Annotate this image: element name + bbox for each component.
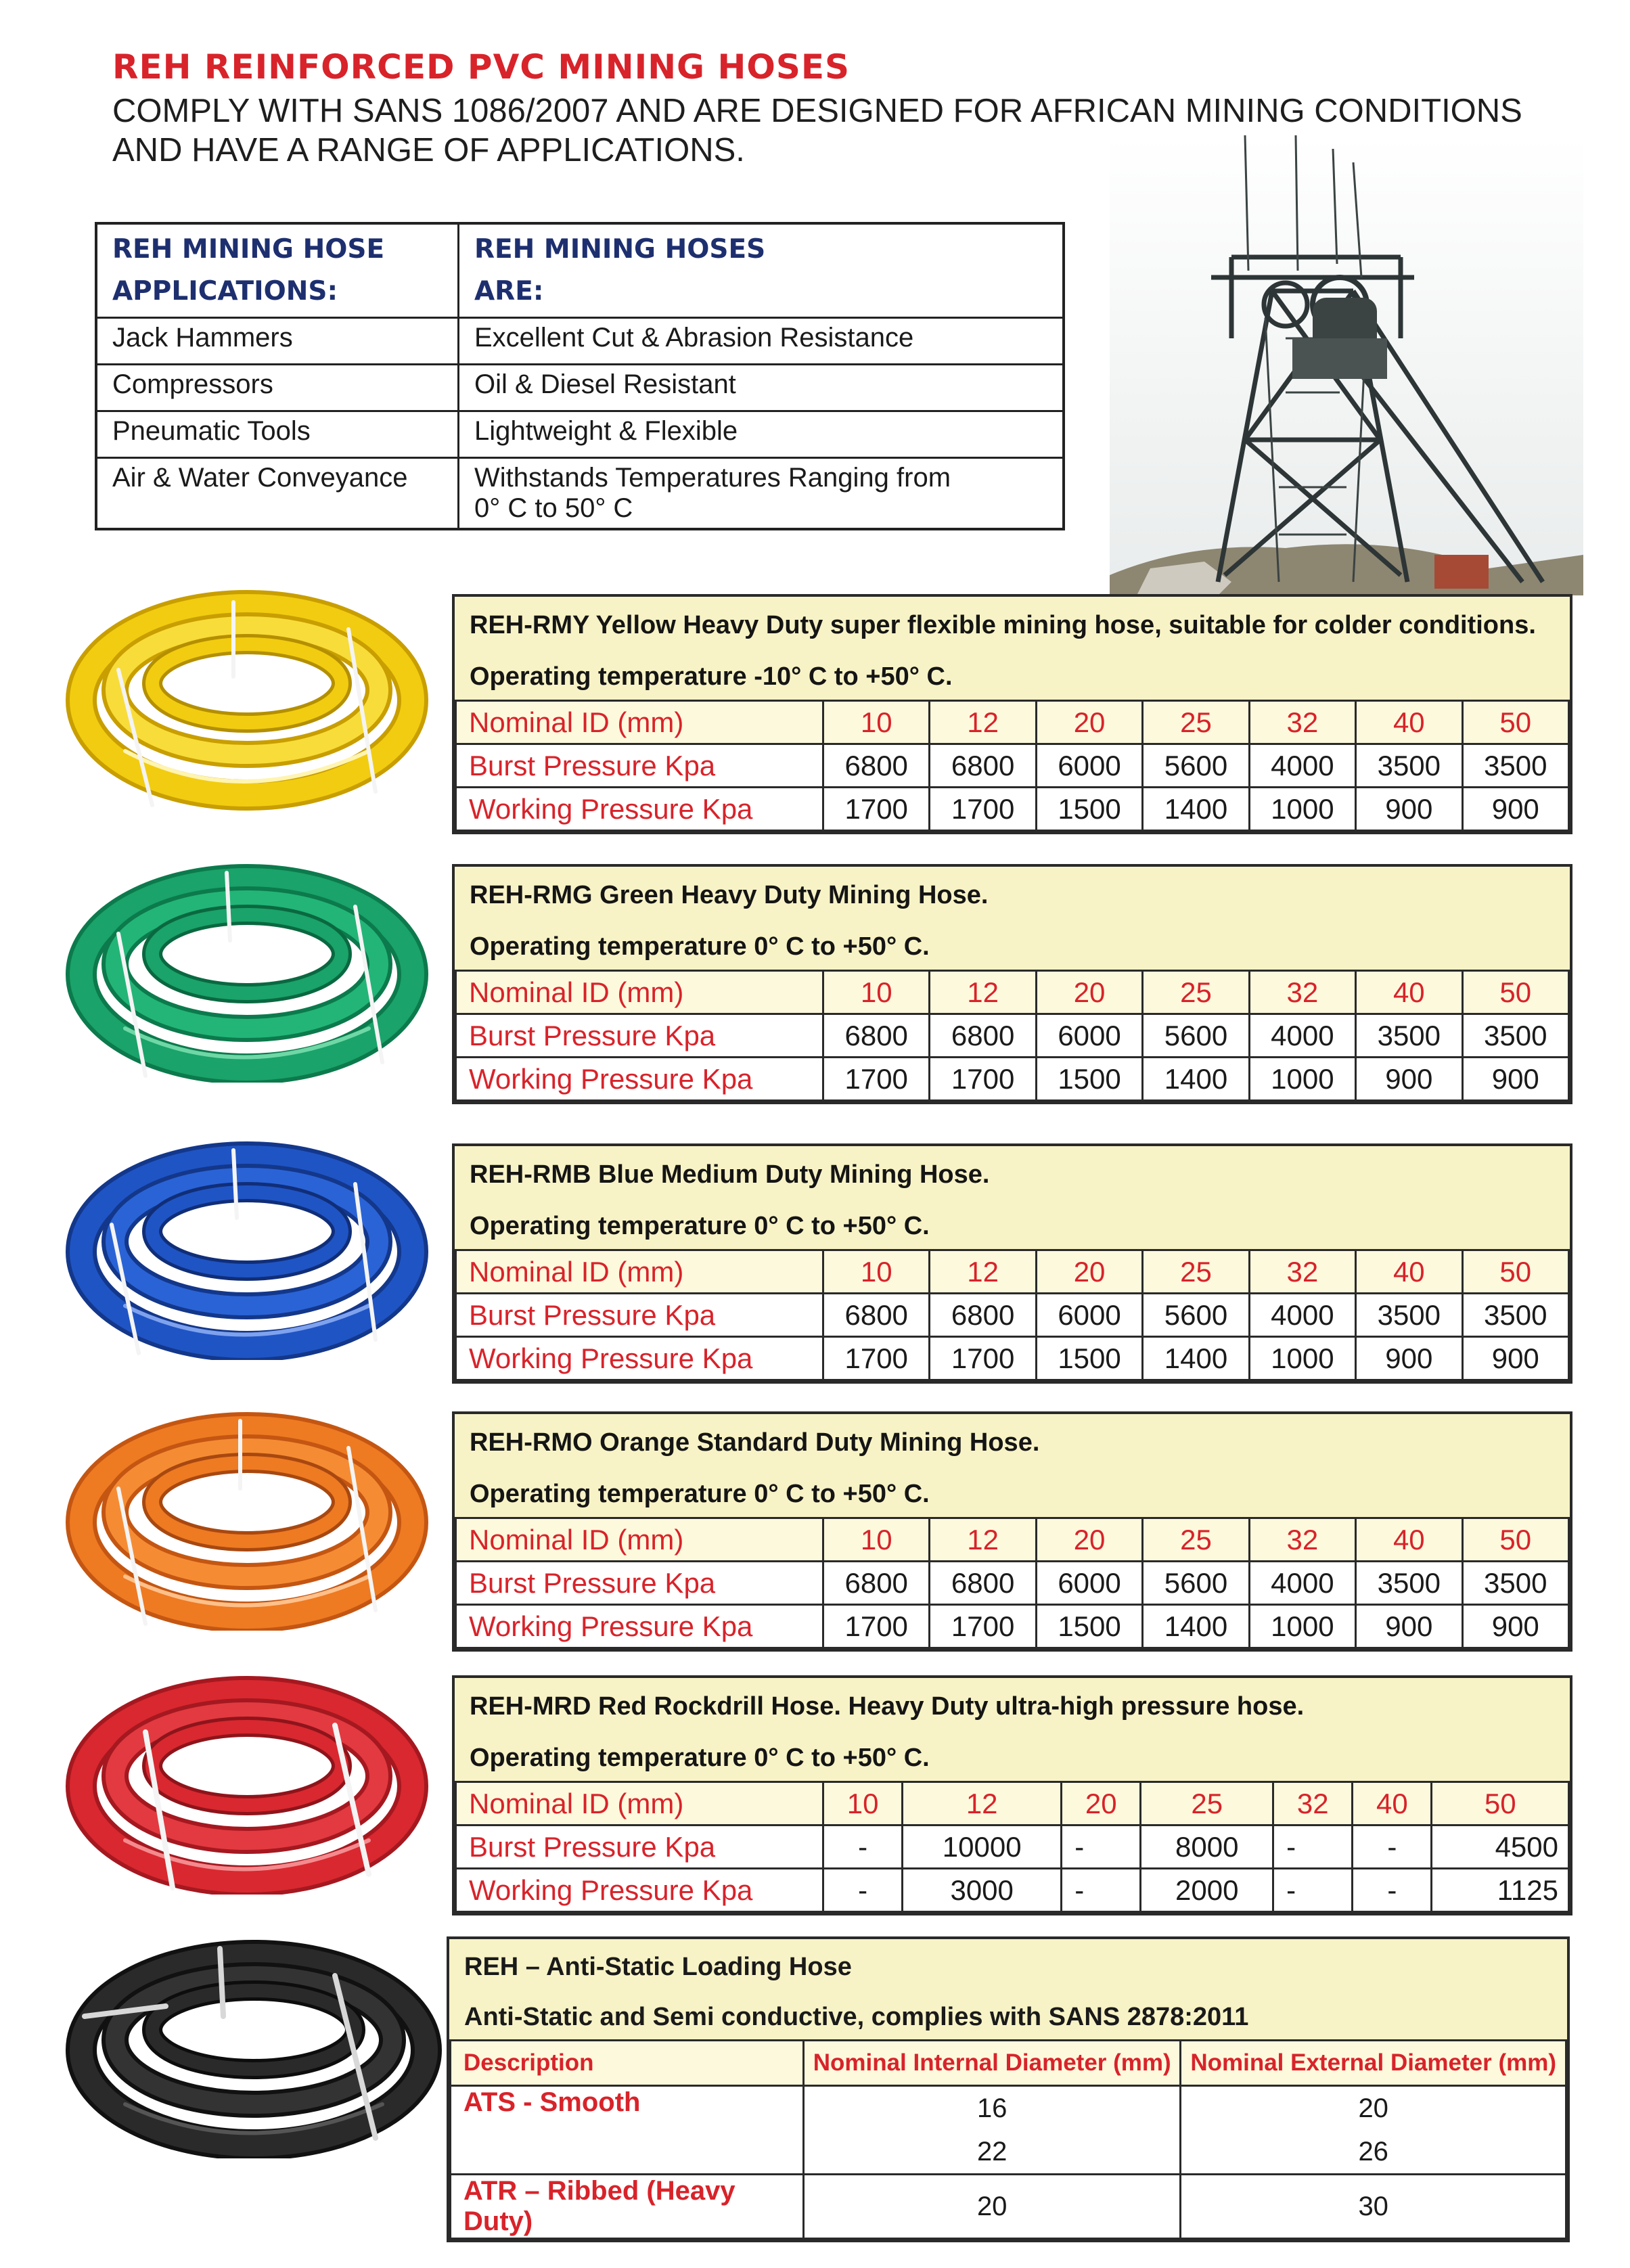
product-name: REH-RMY Yellow Heavy Duty super flexible mining hose, suitable for colder conditions. [470, 611, 1536, 639]
nominal-id-cell: 10 [823, 1518, 930, 1562]
nominal-id-cell: 10 [823, 1782, 903, 1825]
internal-diameter-cell: 16 [804, 2086, 1181, 2131]
burst-cell: 6800 [930, 1562, 1036, 1605]
burst-cell: 3500 [1462, 1294, 1568, 1337]
burst-pressure-row [456, 1014, 1569, 1058]
applications-header-line-2: APPLICATIONS: [112, 276, 338, 307]
working-cell: 1700 [930, 1337, 1036, 1380]
working-pressure-row [456, 1058, 1569, 1101]
applications-row [96, 318, 1064, 365]
black-hose-coil-image [64, 1935, 443, 2158]
working-cell: 1700 [823, 788, 930, 831]
nominal-id-cell: 50 [1462, 1250, 1568, 1294]
antistatic-title: REH – Anti-Static Loading Hose [464, 1953, 852, 1981]
external-diameter-cell: 20 [1181, 2086, 1566, 2131]
burst-pressure-row [456, 1294, 1569, 1337]
nominal-id-cell: 50 [1462, 701, 1568, 744]
applications-row [96, 458, 1064, 530]
internal-diameter-cell: 20 [804, 2175, 1181, 2239]
burst-cell: 6800 [823, 1014, 930, 1058]
burst-cell: - [823, 1825, 903, 1869]
nominal-id-row [456, 1250, 1569, 1294]
burst-cell: - [1273, 1825, 1353, 1869]
nominal-id-cell: 20 [1036, 971, 1142, 1014]
nominal-id-cell: 32 [1249, 1518, 1355, 1562]
burst-cell: 3500 [1462, 1014, 1568, 1058]
product-table-yellow [452, 594, 1572, 834]
burst-cell: 4000 [1249, 1014, 1355, 1058]
antistatic-row [451, 2130, 1566, 2175]
burst-cell: 5600 [1143, 744, 1249, 788]
working-cell: 1500 [1036, 1337, 1142, 1380]
product-temperature: Operating temperature 0° C to +50° C. [470, 932, 930, 961]
row-label: Burst Pressure Kpa [456, 1294, 823, 1337]
nominal-id-cell: 12 [903, 1782, 1062, 1825]
nominal-id-cell: 32 [1249, 971, 1355, 1014]
nominal-id-cell: 20 [1062, 1782, 1141, 1825]
nominal-id-cell: 10 [823, 1250, 930, 1294]
working-cell: 1700 [823, 1337, 930, 1380]
nominal-id-cell: 25 [1143, 1250, 1249, 1294]
burst-cell: 6800 [823, 1294, 930, 1337]
features-header-line-2: ARE: [474, 276, 544, 307]
working-cell: - [823, 1869, 903, 1912]
external-diameter-cell: 30 [1181, 2175, 1566, 2239]
nominal-id-cell: 12 [930, 701, 1036, 744]
working-cell: 1700 [823, 1605, 930, 1648]
burst-cell: 3500 [1462, 744, 1568, 788]
working-cell: 1000 [1249, 1058, 1355, 1101]
nominal-id-cell: 20 [1036, 701, 1142, 744]
nominal-id-row [456, 1782, 1569, 1825]
burst-cell: 3500 [1462, 1562, 1568, 1605]
description-cell: ATS - Smooth [451, 2086, 804, 2131]
burst-pressure-row [456, 744, 1569, 788]
burst-cell: 4000 [1249, 1562, 1355, 1605]
pressure-table [455, 970, 1570, 1102]
working-cell: 3000 [903, 1869, 1062, 1912]
burst-cell: 3500 [1356, 744, 1462, 788]
pressure-table [455, 1781, 1570, 1913]
features-header-line-1: REH MINING HOSES [474, 234, 766, 265]
green-hose-coil-image [64, 859, 430, 1083]
row-label: Burst Pressure Kpa [456, 1014, 823, 1058]
product-table-orange [452, 1411, 1572, 1652]
subtitle-line-2: AND HAVE A RANGE OF APPLICATIONS. [112, 132, 745, 168]
row-label: Burst Pressure Kpa [456, 1825, 823, 1869]
nominal-id-cell: 40 [1356, 1518, 1462, 1562]
working-cell: - [1062, 1869, 1141, 1912]
burst-cell: 4000 [1249, 1294, 1355, 1337]
description-cell [451, 2130, 804, 2175]
external-diameter-header: Nominal External Diameter (mm) [1181, 2041, 1566, 2086]
applications-header [96, 223, 459, 318]
working-cell: 900 [1462, 1605, 1568, 1648]
burst-cell: 6800 [930, 744, 1036, 788]
row-label: Nominal ID (mm) [456, 1782, 823, 1825]
application-cell: Air & Water Conveyance [96, 458, 459, 530]
nominal-id-cell: 32 [1249, 1250, 1355, 1294]
antistatic-header-row [451, 2041, 1566, 2086]
working-cell: 1700 [930, 1605, 1036, 1648]
nominal-id-cell: 25 [1143, 701, 1249, 744]
internal-diameter-cell: 22 [804, 2130, 1181, 2175]
burst-cell: 6000 [1036, 1562, 1142, 1605]
row-label: Working Pressure Kpa [456, 1337, 823, 1380]
row-label: Nominal ID (mm) [456, 971, 823, 1014]
burst-pressure-row [456, 1825, 1569, 1869]
orange-hose-coil-image [64, 1407, 430, 1631]
burst-cell: 6000 [1036, 1014, 1142, 1058]
working-cell: 900 [1462, 1058, 1568, 1101]
working-cell: 900 [1356, 1337, 1462, 1380]
row-label: Nominal ID (mm) [456, 1518, 823, 1562]
product-table-red [452, 1675, 1572, 1915]
burst-cell: 8000 [1141, 1825, 1273, 1869]
burst-cell: 5600 [1143, 1294, 1249, 1337]
product-temperature: Operating temperature 0° C to +50° C. [470, 1212, 930, 1240]
mine-headframe-image [1110, 135, 1583, 595]
antistatic-spec-table [449, 2039, 1567, 2240]
internal-diameter-header: Nominal Internal Diameter (mm) [804, 2041, 1181, 2086]
burst-cell: 3500 [1356, 1294, 1462, 1337]
working-cell: 1700 [930, 1058, 1036, 1101]
working-pressure-row [456, 1337, 1569, 1380]
features-header [459, 223, 1064, 318]
working-cell: 1000 [1249, 1337, 1355, 1380]
applications-header-line-1: REH MINING HOSE [112, 234, 385, 265]
nominal-id-cell: 12 [930, 971, 1036, 1014]
external-diameter-cell: 26 [1181, 2130, 1566, 2175]
burst-pressure-row [456, 1562, 1569, 1605]
antistatic-hose-table [447, 1936, 1570, 2242]
row-label: Working Pressure Kpa [456, 788, 823, 831]
nominal-id-cell: 20 [1036, 1518, 1142, 1562]
product-temperature: Operating temperature 0° C to +50° C. [470, 1744, 930, 1772]
application-cell: Compressors [96, 365, 459, 411]
burst-cell: - [1353, 1825, 1432, 1869]
nominal-id-cell: 10 [823, 971, 930, 1014]
feature-cell: Lightweight & Flexible [459, 411, 1064, 458]
working-cell: - [1353, 1869, 1432, 1912]
burst-cell: 6000 [1036, 744, 1142, 788]
nominal-id-cell: 50 [1462, 971, 1568, 1014]
nominal-id-cell: 10 [823, 701, 930, 744]
row-label: Nominal ID (mm) [456, 701, 823, 744]
product-table-blue [452, 1143, 1572, 1384]
working-cell: 2000 [1141, 1869, 1273, 1912]
burst-cell: 5600 [1143, 1014, 1249, 1058]
application-cell: Jack Hammers [96, 318, 459, 365]
feature-line-2: 0° C to 50° C [474, 493, 633, 523]
working-cell: 1125 [1432, 1869, 1569, 1912]
product-temperature: Operating temperature 0° C to +50° C. [470, 1480, 930, 1508]
application-cell: Pneumatic Tools [96, 411, 459, 458]
nominal-id-cell: 32 [1273, 1782, 1353, 1825]
row-label: Working Pressure Kpa [456, 1058, 823, 1101]
working-pressure-row [456, 788, 1569, 831]
applications-table [95, 222, 1065, 530]
burst-cell: 6800 [823, 744, 930, 788]
applications-row [96, 411, 1064, 458]
burst-cell: 3500 [1356, 1014, 1462, 1058]
feature-cell: Excellent Cut & Abrasion Resistance [459, 318, 1064, 365]
feature-line-1: Withstands Temperatures Ranging from [474, 463, 951, 493]
red-hose-coil-image [64, 1671, 430, 1895]
working-cell: 900 [1356, 1605, 1462, 1648]
burst-cell: 4000 [1249, 744, 1355, 788]
working-cell: 1500 [1036, 788, 1142, 831]
row-label: Working Pressure Kpa [456, 1869, 823, 1912]
burst-cell: 6800 [823, 1562, 930, 1605]
working-cell: 1400 [1143, 1058, 1249, 1101]
applications-row [96, 365, 1064, 411]
working-cell: 1700 [823, 1058, 930, 1101]
working-pressure-row [456, 1869, 1569, 1912]
nominal-id-cell: 25 [1143, 971, 1249, 1014]
working-cell: 900 [1462, 1337, 1568, 1380]
nominal-id-cell: 32 [1249, 701, 1355, 744]
working-cell: 1000 [1249, 1605, 1355, 1648]
blue-hose-coil-image [64, 1137, 430, 1360]
burst-cell: 6000 [1036, 1294, 1142, 1337]
row-label: Burst Pressure Kpa [456, 744, 823, 788]
burst-cell: 6800 [930, 1014, 1036, 1058]
product-name: REH-RMB Blue Medium Duty Mining Hose. [470, 1160, 990, 1189]
row-label: Working Pressure Kpa [456, 1605, 823, 1648]
nominal-id-cell: 12 [930, 1250, 1036, 1294]
product-temperature: Operating temperature -10° C to +50° C. [470, 662, 953, 691]
product-name: REH-MRD Red Rockdrill Hose. Heavy Duty ultra-high pressure hose. [470, 1692, 1305, 1721]
working-cell: 1500 [1036, 1605, 1142, 1648]
working-cell: 1400 [1143, 788, 1249, 831]
working-cell: 900 [1462, 788, 1568, 831]
burst-cell: 10000 [903, 1825, 1062, 1869]
working-cell: 1700 [930, 788, 1036, 831]
pressure-table [455, 1249, 1570, 1381]
page-title: REH REINFORCED PVC MINING HOSES [112, 47, 851, 87]
burst-cell: - [1062, 1825, 1141, 1869]
burst-cell: 4500 [1432, 1825, 1569, 1869]
nominal-id-cell: 40 [1353, 1782, 1432, 1825]
working-pressure-row [456, 1605, 1569, 1648]
pressure-table [455, 700, 1570, 832]
nominal-id-cell: 20 [1036, 1250, 1142, 1294]
nominal-id-row [456, 1518, 1569, 1562]
product-name: REH-RMG Green Heavy Duty Mining Hose. [470, 881, 989, 909]
working-cell: 1400 [1143, 1337, 1249, 1380]
description-cell: ATR – Ribbed (Heavy Duty) [451, 2175, 804, 2239]
nominal-id-cell: 50 [1462, 1518, 1568, 1562]
working-cell: - [1273, 1869, 1353, 1912]
burst-cell: 3500 [1356, 1562, 1462, 1605]
product-table-green [452, 864, 1572, 1104]
burst-cell: 6800 [930, 1294, 1036, 1337]
antistatic-row [451, 2175, 1566, 2239]
burst-cell: 5600 [1143, 1562, 1249, 1605]
nominal-id-cell: 12 [930, 1518, 1036, 1562]
antistatic-row [451, 2086, 1566, 2131]
nominal-id-row [456, 971, 1569, 1014]
feature-cell [459, 458, 1064, 530]
nominal-id-row [456, 701, 1569, 744]
working-cell: 1500 [1036, 1058, 1142, 1101]
product-name: REH-RMO Orange Standard Duty Mining Hose. [470, 1428, 1040, 1457]
working-cell: 1400 [1143, 1605, 1249, 1648]
antistatic-subtitle: Anti-Static and Semi conductive, complies with SANS 2878:2011 [464, 2003, 1249, 2031]
working-cell: 900 [1356, 1058, 1462, 1101]
row-label: Burst Pressure Kpa [456, 1562, 823, 1605]
feature-cell: Oil & Diesel Resistant [459, 365, 1064, 411]
description-header: Description [451, 2041, 804, 2086]
nominal-id-cell: 40 [1356, 1250, 1462, 1294]
nominal-id-cell: 25 [1141, 1782, 1273, 1825]
working-cell: 1000 [1249, 788, 1355, 831]
yellow-hose-coil-image [64, 589, 430, 812]
subtitle-line-1: COMPLY WITH SANS 1086/2007 AND ARE DESIGNED FOR AFRICAN MINING CONDITIONS [112, 93, 1522, 129]
nominal-id-cell: 40 [1356, 971, 1462, 1014]
nominal-id-cell: 50 [1432, 1782, 1569, 1825]
nominal-id-cell: 40 [1356, 701, 1462, 744]
nominal-id-cell: 25 [1143, 1518, 1249, 1562]
applications-header-row [96, 223, 1064, 318]
working-cell: 900 [1356, 788, 1462, 831]
pressure-table [455, 1517, 1570, 1649]
row-label: Nominal ID (mm) [456, 1250, 823, 1294]
